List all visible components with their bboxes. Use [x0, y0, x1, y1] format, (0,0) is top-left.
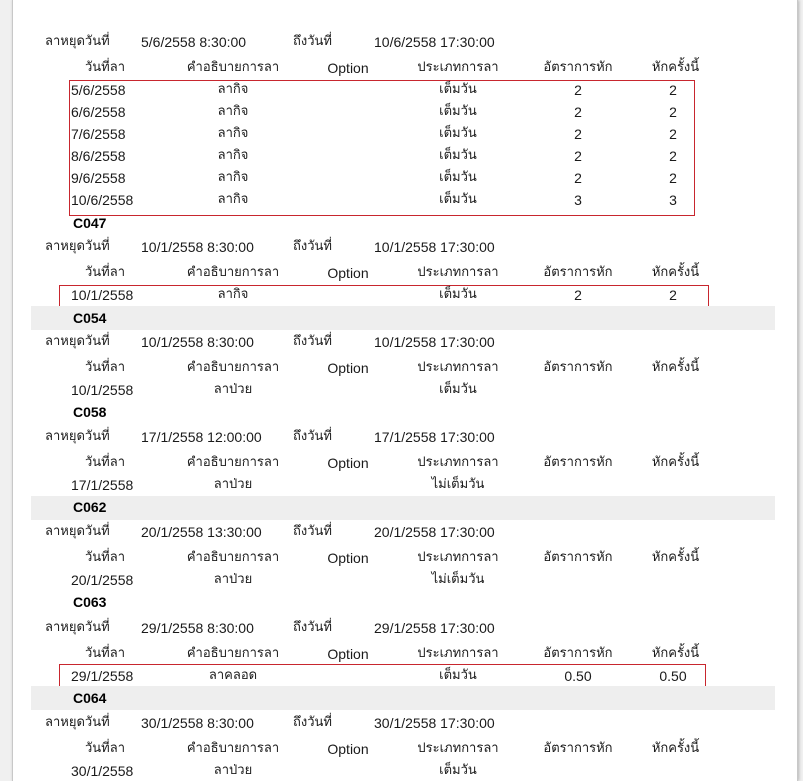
col-header-rate: อัตราการหัก [543, 360, 613, 375]
col-header-deduct: หักครั้งนี้ [651, 360, 700, 375]
col-header-option: Option [327, 455, 369, 471]
col-header-desc: คำอธิบายการลา [186, 455, 280, 470]
col-header-rate: อัตราการหัก [543, 60, 613, 75]
row-rate: 2 [574, 287, 582, 303]
row-type: เต็มวัน [439, 126, 477, 141]
col-header-date: วันที่ลา [84, 741, 126, 756]
row-type: ไม่เต็มวัน [431, 477, 485, 492]
to-datetime: 29/1/2558 17:30:00 [374, 620, 495, 636]
from-datetime: 29/1/2558 8:30:00 [141, 620, 254, 636]
col-header-option: Option [327, 265, 369, 281]
row-type: เต็มวัน [439, 763, 477, 778]
col-header-date: วันที่ลา [84, 646, 126, 661]
col-header-option: Option [327, 360, 369, 376]
row-deduct: 2 [669, 170, 677, 186]
row-date: 29/1/2558 [71, 668, 134, 684]
col-header-rate: อัตราการหัก [543, 646, 613, 661]
section-code: C047 [73, 215, 107, 231]
row-date: 5/6/2558 [71, 82, 126, 98]
col-header-rate: อัตราการหัก [543, 265, 613, 280]
row-type: ไม่เต็มวัน [431, 572, 485, 587]
col-header-deduct: หักครั้งนี้ [651, 741, 700, 756]
col-header-type: ประเภทการลา [417, 265, 499, 280]
row-date: 30/1/2558 [71, 763, 134, 779]
col-header-desc: คำอธิบายการลา [186, 265, 280, 280]
col-header-deduct: หักครั้งนี้ [651, 60, 700, 75]
row-date: 7/6/2558 [71, 126, 126, 142]
col-header-deduct: หักครั้งนี้ [651, 646, 700, 661]
row-date: 8/6/2558 [71, 148, 126, 164]
to-datetime: 10/6/2558 17:30:00 [374, 34, 495, 50]
col-header-type: ประเภทการลา [417, 455, 499, 470]
row-deduct: 2 [669, 126, 677, 142]
row-type: เต็มวัน [439, 170, 477, 185]
from-date-label: ลาหยุดวันที่ [45, 239, 110, 254]
from-datetime: 20/1/2558 13:30:00 [141, 524, 262, 540]
to-datetime: 17/1/2558 17:30:00 [374, 429, 495, 445]
col-header-rate: อัตราการหัก [543, 741, 613, 756]
row-type: เต็มวัน [439, 382, 477, 397]
to-date-label: ถึงวันที่ [293, 239, 332, 254]
row-deduct: 3 [669, 192, 677, 208]
row-date: 9/6/2558 [71, 170, 126, 186]
row-date: 17/1/2558 [71, 477, 134, 493]
section-band [31, 306, 775, 330]
row-desc: ลากิจ [217, 104, 249, 119]
from-datetime: 10/1/2558 8:30:00 [141, 334, 254, 350]
col-header-date: วันที่ลา [84, 60, 126, 75]
col-header-option: Option [327, 60, 369, 76]
from-date-label: ลาหยุดวันที่ [45, 620, 110, 635]
col-header-date: วันที่ลา [84, 360, 126, 375]
section-code: C054 [73, 310, 107, 326]
from-date-label: ลาหยุดวันที่ [45, 715, 110, 730]
from-datetime: 10/1/2558 8:30:00 [141, 239, 254, 255]
col-header-rate: อัตราการหัก [543, 455, 613, 470]
row-desc: ลาป่วย [213, 572, 253, 587]
row-desc: ลาคลอด [208, 668, 258, 683]
row-rate: 0.50 [564, 668, 592, 684]
from-date-label: ลาหยุดวันที่ [45, 34, 110, 49]
section-code: C062 [73, 499, 107, 515]
section-code: C058 [73, 404, 107, 420]
to-datetime: 20/1/2558 17:30:00 [374, 524, 495, 540]
col-header-desc: คำอธิบายการลา [186, 60, 280, 75]
to-date-label: ถึงวันที่ [293, 429, 332, 444]
row-desc: ลากิจ [217, 148, 249, 163]
from-date-label: ลาหยุดวันที่ [45, 524, 110, 539]
row-rate: 2 [574, 170, 582, 186]
row-date: 10/1/2558 [71, 382, 134, 398]
col-header-deduct: หักครั้งนี้ [651, 550, 700, 565]
report-sheet [12, 0, 798, 781]
row-deduct: 0.50 [659, 668, 687, 684]
col-header-date: วันที่ลา [84, 455, 126, 470]
col-header-desc: คำอธิบายการลา [186, 646, 280, 661]
section-band [31, 686, 775, 710]
to-datetime: 10/1/2558 17:30:00 [374, 239, 495, 255]
row-type: เต็มวัน [439, 668, 477, 683]
col-header-rate: อัตราการหัก [543, 550, 613, 565]
col-header-desc: คำอธิบายการลา [186, 550, 280, 565]
col-header-type: ประเภทการลา [417, 741, 499, 756]
row-type: เต็มวัน [439, 148, 477, 163]
row-date: 10/1/2558 [71, 287, 134, 303]
row-rate: 2 [574, 126, 582, 142]
col-header-option: Option [327, 646, 369, 662]
from-date-label: ลาหยุดวันที่ [45, 429, 110, 444]
col-header-type: ประเภทการลา [417, 60, 499, 75]
row-rate: 2 [574, 104, 582, 120]
row-date: 10/6/2558 [71, 192, 134, 208]
row-type: เต็มวัน [439, 192, 477, 207]
row-type: เต็มวัน [439, 82, 477, 97]
row-deduct: 2 [669, 148, 677, 164]
row-rate: 2 [574, 82, 582, 98]
row-rate: 3 [574, 192, 582, 208]
row-desc: ลากิจ [217, 192, 249, 207]
col-header-type: ประเภทการลา [417, 360, 499, 375]
to-date-label: ถึงวันที่ [293, 34, 332, 49]
col-header-deduct: หักครั้งนี้ [651, 265, 700, 280]
to-date-label: ถึงวันที่ [293, 620, 332, 635]
row-deduct: 2 [669, 82, 677, 98]
section-code: C064 [73, 690, 107, 706]
row-type: เต็มวัน [439, 104, 477, 119]
section-code: C063 [73, 594, 107, 610]
col-header-option: Option [327, 741, 369, 757]
row-rate: 2 [574, 148, 582, 164]
from-datetime: 30/1/2558 8:30:00 [141, 715, 254, 731]
row-desc: ลาป่วย [213, 477, 253, 492]
from-date-label: ลาหยุดวันที่ [45, 334, 110, 349]
row-desc: ลากิจ [217, 82, 249, 97]
row-deduct: 2 [669, 287, 677, 303]
to-datetime: 30/1/2558 17:30:00 [374, 715, 495, 731]
row-type: เต็มวัน [439, 287, 477, 302]
row-desc: ลากิจ [217, 126, 249, 141]
col-header-option: Option [327, 550, 369, 566]
row-deduct: 2 [669, 104, 677, 120]
col-header-deduct: หักครั้งนี้ [651, 455, 700, 470]
col-header-desc: คำอธิบายการลา [186, 741, 280, 756]
row-date: 6/6/2558 [71, 104, 126, 120]
col-header-type: ประเภทการลา [417, 550, 499, 565]
col-header-date: วันที่ลา [84, 550, 126, 565]
row-desc: ลาป่วย [213, 763, 253, 778]
from-datetime: 5/6/2558 8:30:00 [141, 34, 247, 50]
row-desc: ลาป่วย [213, 382, 253, 397]
from-datetime: 17/1/2558 12:00:00 [141, 429, 262, 445]
to-date-label: ถึงวันที่ [293, 715, 332, 730]
to-date-label: ถึงวันที่ [293, 524, 332, 539]
to-date-label: ถึงวันที่ [293, 334, 332, 349]
col-header-date: วันที่ลา [84, 265, 126, 280]
to-datetime: 10/1/2558 17:30:00 [374, 334, 495, 350]
col-header-type: ประเภทการลา [417, 646, 499, 661]
row-date: 20/1/2558 [71, 572, 134, 588]
row-desc: ลากิจ [217, 170, 249, 185]
section-band [31, 496, 775, 520]
col-header-desc: คำอธิบายการลา [186, 360, 280, 375]
row-desc: ลากิจ [217, 287, 249, 302]
